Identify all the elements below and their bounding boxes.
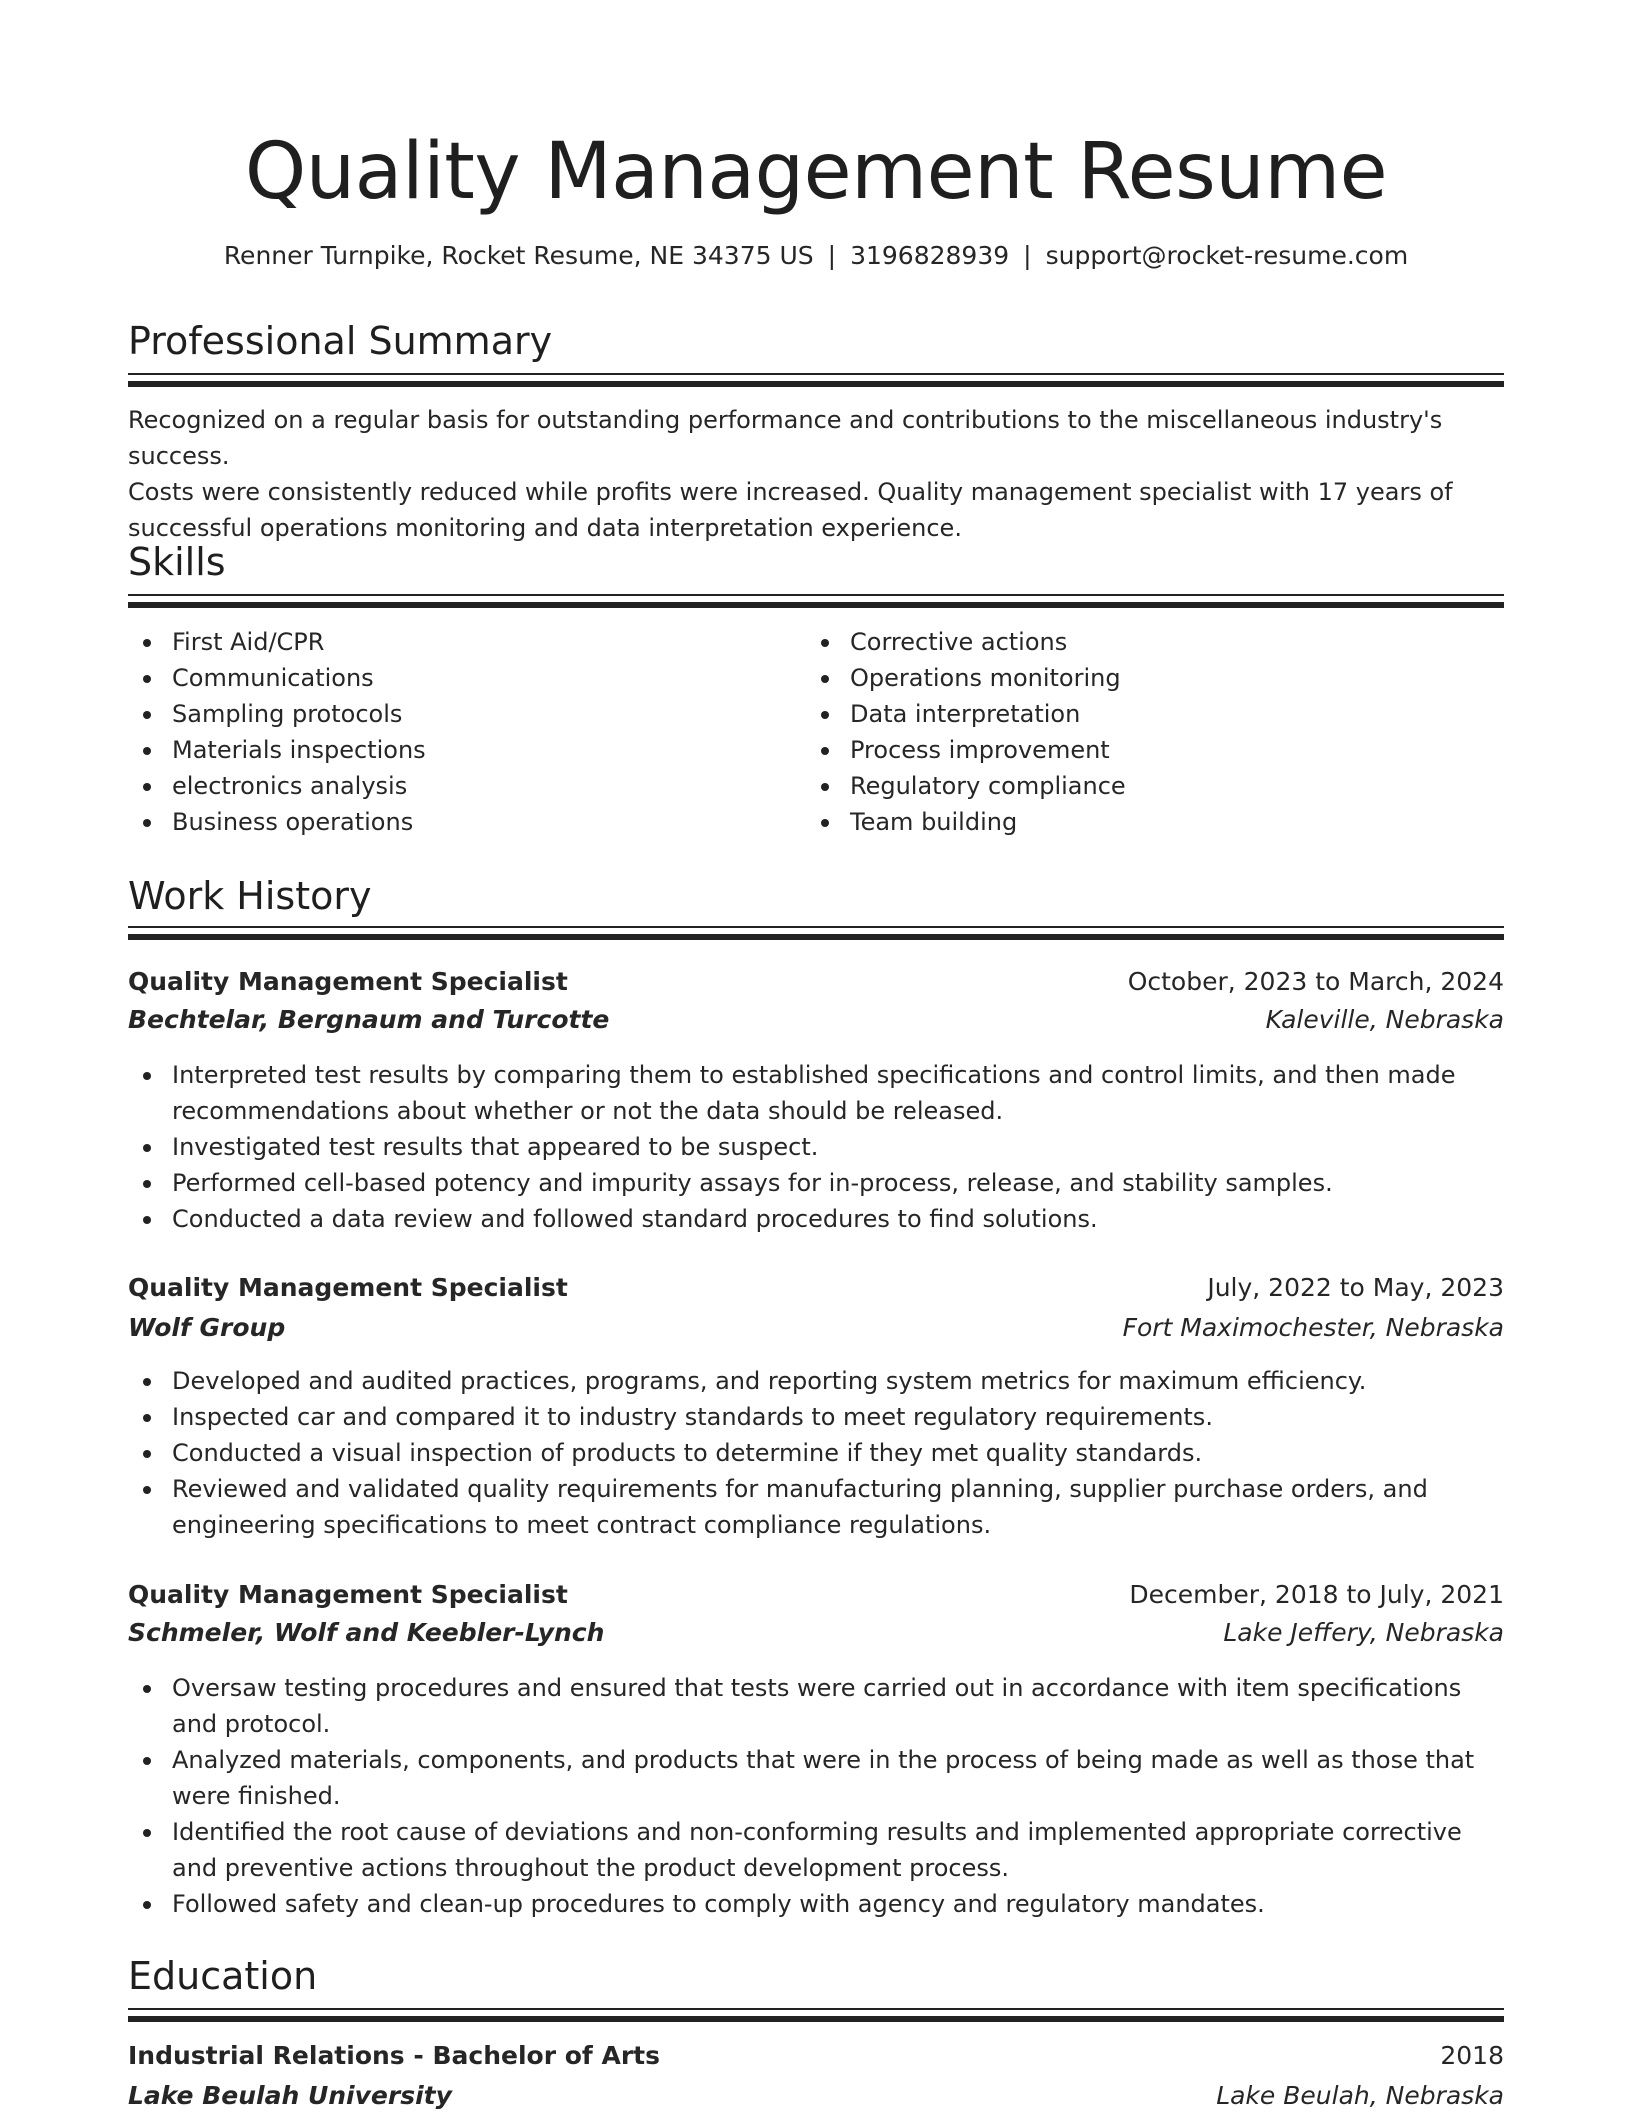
work-heading: Work History [128, 874, 372, 918]
job-bullet: Investigated test results that appeared to be suspect. [128, 1129, 1504, 1165]
job-bullets [128, 1363, 1504, 1543]
education-subheader [128, 2078, 1504, 2114]
job-bullet: Interpreted test results by comparing them to established specifications and control limits, and then made recommendations about whether or not the data should be released. [128, 1057, 1504, 1129]
job-bullet: Identified the root cause of deviations and non-conforming results and implemented appropriate corrective and preventive actions throughout the product development process. [128, 1814, 1504, 1886]
job-location: Fort Maximochester, Nebraska [1122, 1313, 1504, 1342]
education-divider [128, 2008, 1504, 2023]
summary-line: successful operations monitoring and data interpretation experience. [128, 514, 962, 542]
job-location: Kaleville, Nebraska [1265, 1005, 1504, 1034]
job-location: Lake Jeffery, Nebraska [1223, 1618, 1504, 1647]
job-dates: July, 2022 to May, 2023 [1207, 1273, 1504, 1302]
job-bullet: Oversaw testing procedures and ensured that tests were carried out in accordance with item specifications and protocol. [128, 1670, 1504, 1742]
summary-text [128, 402, 1504, 546]
contact-line [128, 238, 1504, 274]
job-bullet: Inspected car and compared it to industry standards to meet regulatory requirements. [128, 1399, 1504, 1435]
skill-item: Materials inspections [128, 732, 788, 768]
skill-item: First Aid/CPR [128, 624, 788, 660]
skill-item: Data interpretation [806, 696, 1486, 732]
contact-separator: | [1023, 241, 1032, 270]
education-header [128, 2038, 1504, 2074]
education-location: Lake Beulah, Nebraska [1216, 2081, 1504, 2110]
skill-item: Corrective actions [806, 624, 1486, 660]
job-bullets [128, 1057, 1504, 1237]
job-company: Schmeler, Wolf and Keebler-Lynch [128, 1618, 605, 1647]
job-header [128, 1270, 1504, 1306]
job-bullet: Analyzed materials, components, and products that were in the process of being made as well as those that were finished. [128, 1742, 1504, 1814]
job-bullet: Conducted a data review and followed standard procedures to find solutions. [128, 1201, 1504, 1237]
job-company: Wolf Group [128, 1313, 286, 1342]
education-year: 2018 [1440, 2041, 1504, 2070]
job-bullet: Followed safety and clean-up procedures to comply with agency and regulatory mandates. [128, 1886, 1504, 1922]
job-bullet: Performed cell-based potency and impurity assays for in-process, release, and stability samples. [128, 1165, 1504, 1201]
contact-phone: 3196828939 [850, 241, 1010, 270]
summary-line: Costs were consistently reduced while profits were increased. Quality management specialist with 17 years of [128, 478, 1453, 506]
education-school: Lake Beulah University [128, 2081, 452, 2110]
skill-item: Process improvement [806, 732, 1486, 768]
job-subheader [128, 1310, 1504, 1346]
work-divider [128, 926, 1504, 941]
job-subheader [128, 1615, 1504, 1651]
skills-list-left [128, 624, 788, 840]
skill-item: Operations monitoring [806, 660, 1486, 696]
contact-email: support@rocket-resume.com [1045, 241, 1409, 270]
skill-item: electronics analysis [128, 768, 788, 804]
job-header [128, 964, 1504, 1000]
job-bullet: Reviewed and validated quality requirements for manufacturing planning, supplier purchase orders, and engineering specifications to meet contract compliance regulations. [128, 1471, 1504, 1543]
skill-item: Regulatory compliance [806, 768, 1486, 804]
skill-item: Sampling protocols [128, 696, 788, 732]
summary-line: Recognized on a regular basis for outstanding performance and contributions to the miscellaneous industry's success. [128, 406, 1443, 470]
skill-item: Team building [806, 804, 1486, 840]
contact-separator: | [827, 241, 837, 270]
skills-list-right [806, 624, 1486, 840]
job-subheader [128, 1002, 1504, 1038]
job-header [128, 1577, 1504, 1613]
job-bullet: Conducted a visual inspection of products to determine if they met quality standards. [128, 1435, 1504, 1471]
summary-divider [128, 373, 1504, 388]
job-title: Quality Management Specialist [128, 1273, 568, 1302]
job-bullet: Developed and audited practices, programs, and reporting system metrics for maximum efficiency. [128, 1363, 1504, 1399]
skills-heading: Skills [128, 540, 226, 584]
summary-heading: Professional Summary [128, 319, 553, 363]
skill-item: Communications [128, 660, 788, 696]
education-degree: Industrial Relations - Bachelor of Arts [128, 2041, 661, 2070]
contact-address: Renner Turnpike, Rocket Resume, NE 34375 US [223, 241, 814, 270]
skill-item: Business operations [128, 804, 788, 840]
job-dates: October, 2023 to March, 2024 [1127, 967, 1504, 996]
education-heading: Education [128, 1954, 318, 1998]
job-bullets [128, 1670, 1504, 1922]
resume-title: Quality Management Resume [244, 127, 1388, 217]
job-dates: December, 2018 to July, 2021 [1129, 1580, 1504, 1609]
job-title: Quality Management Specialist [128, 1580, 568, 1609]
job-title: Quality Management Specialist [128, 967, 568, 996]
skills-divider [128, 594, 1504, 609]
job-company: Bechtelar, Bergnaum and Turcotte [128, 1005, 610, 1034]
